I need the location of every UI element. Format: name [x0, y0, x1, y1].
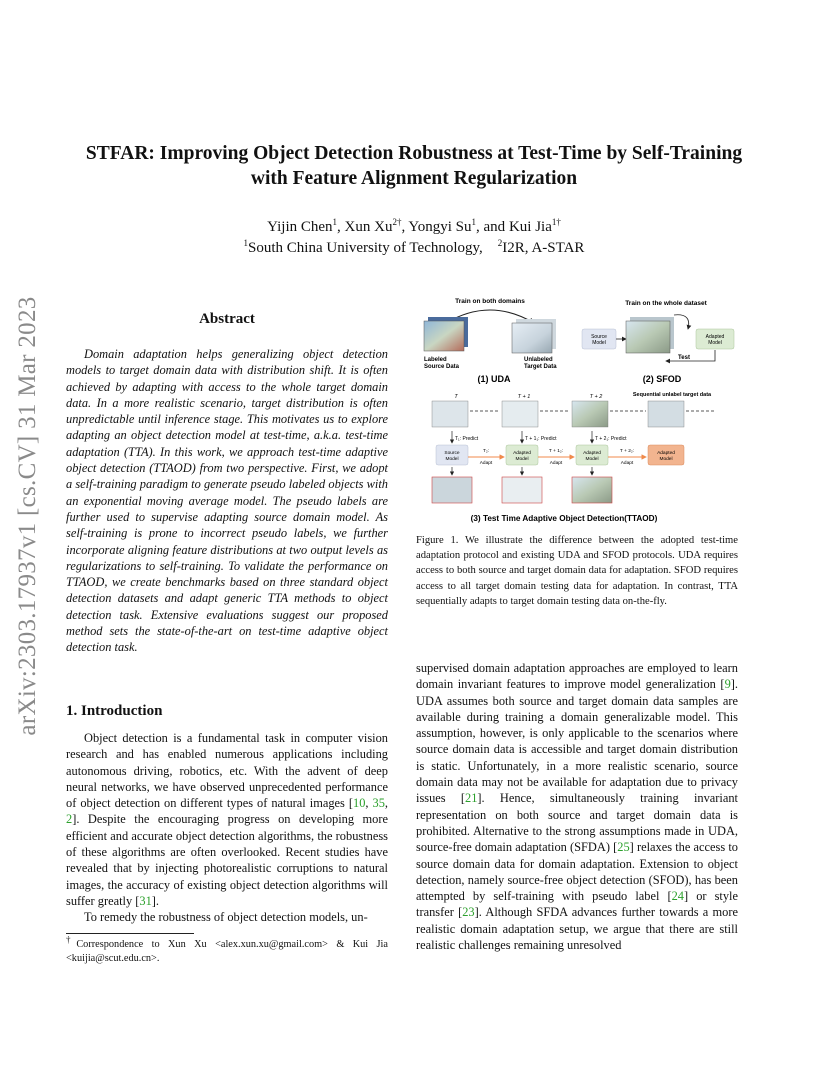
adapt-label-t: T₂:: [482, 449, 490, 454]
time-t2-label: T + 2: [589, 394, 603, 400]
ttaod-sequential-label: Sequential unlabel target data: [632, 392, 712, 398]
intro-text: Object detection is a fundamental task in computer vision research and has enabled numerous applications including autonomous driving, robotics, etc. With the advent of deep neural networks, we have observed unprecedented performance of object detection on different types of natural images [: [66, 731, 388, 811]
author-name: Kui Jia: [508, 219, 552, 235]
body-text: ]. Hence, simultaneously training invariant representation on both source and target domain data is prohibited. Alternative to the strong assumptions made in UDA, source-free domain adaptation (SFDA) [: [416, 791, 739, 855]
author-block: [0, 217, 828, 259]
title-line-2: with Feature Alignment Regularization: [250, 168, 578, 189]
adapt-label-t2: T + 2₂:: [619, 449, 635, 454]
sfod-panel-label: (2) SFOD: [642, 374, 682, 384]
sfod-adapted-model-label: Adapted: [705, 334, 725, 340]
ttaod-model-label: Adapted: [513, 451, 531, 456]
uda-target-image: [512, 323, 552, 353]
time-t1-label: T + 1: [517, 394, 531, 400]
ttaod-frame-t1: [502, 401, 538, 427]
body-text: ] relaxes the access to source domain data for domain adaptation. Extension to object detection, namely source-free object detection (SFOD), has been attempted by self-training with pseudo label [: [416, 840, 738, 904]
author-affil-mark: 2†: [392, 217, 402, 227]
uda-panel-label: (1) UDA: [477, 374, 511, 384]
uda-source-label-2: Source Data: [424, 364, 460, 370]
citation-link[interactable]: 2: [66, 812, 73, 827]
author-separator: ,: [337, 219, 345, 235]
citation-link[interactable]: 24: [671, 889, 684, 904]
intro-paragraph-2: To remedy the robustness of object detection models, un-: [84, 910, 368, 925]
author-separator: , and: [476, 219, 509, 235]
affiliation-1: South China University of Technology,: [248, 240, 483, 256]
body-text: ] or style transfer [: [416, 889, 739, 920]
intro-paragraph-1: Object detection is a fundamental task in computer vision research and has enabled numerous applications including autonomous driving, robotics, etc. With the advent of deep neural networks, we have observed unprecedented performance of object detection on different types of natural images [10, 35, 2]. Despite the encouraging progress on developing more efficient and accurate object detection algorithms, the robustness of these algorithms are often overlooked. Recent studies have revealed that by injecting photorealistic corruptions to natural images, the accuracy of existing object detection algorithms will suffer greatly [31].: [66, 731, 388, 908]
footnote-mark: †: [66, 934, 77, 945]
adapt-label-t-2: Adapt: [479, 461, 493, 466]
ttaod-panel-label: (3) Test Time Adaptive Object Detection(TTAOD): [470, 514, 658, 523]
author-name: Yijin Chen: [267, 219, 333, 235]
adapt-label-t1-2: Adapt: [549, 461, 563, 466]
affil-mark: 1: [243, 238, 249, 248]
predict-label-t2: T + 2₁: Predict: [595, 436, 627, 442]
ttaod-model-label: Adapted: [657, 451, 675, 456]
abstract-body: Domain adaptation helps generalizing object detection models to target domain data with distribution shift. It is often achieved by adapting with access to the whole target domain data. In a more realistic scenario, target distribution is often unpredictable until inference stage. This motivates us to explore adapting an object detection model at test-time, a.k.a. test-time adaptation (TTA). In this work, we approach test-time adaptive object detection (TTAOD) from two perspective. First, we adopt a self-training paradigm to generate pseudo labeled objects with an exponential moving average model. The pseudo labels are further used to supervise adapting source domain model. As self-training is prone to incorrect pseudo labels, we further incorporate aligning feature distributions at two output levels as regularizations to self-training. To validate the performance on TTAOD, we create benchmarks based on three standard object detection datasets and adapt generic TTA methods to object detection task. Extensive evaluations suggest our proposed method sets the state-of-the-art on test-time adaptive object detection task.: [66, 347, 388, 655]
predict-label-t1: T + 1₁: Predict: [525, 436, 557, 442]
ttaod-model-label-2: Model: [515, 457, 529, 462]
adapt-label-t2-2: Adapt: [620, 461, 634, 466]
uda-target-label: Unlabeled: [524, 357, 553, 363]
citation-link[interactable]: 21: [465, 791, 478, 806]
sfod-image: [626, 321, 670, 353]
title-line-1: STFAR: Improving Object Detection Robustness at Test-Time by Self-Training: [85, 143, 743, 164]
citation-link[interactable]: 23: [462, 905, 475, 920]
author-list: [0, 217, 828, 238]
affil-mark: 2: [497, 238, 503, 248]
ttaod-output-image-t1: [502, 477, 542, 503]
citation-link[interactable]: 25: [617, 840, 630, 855]
footnote: [66, 934, 388, 966]
sfod-source-model-label-2: Model: [592, 340, 606, 346]
abstract-heading: Abstract: [199, 311, 255, 327]
right-column-body: [416, 660, 738, 953]
footnote-text: Correspondence to Xun Xu <alex.xun.xu@gmail.com> & Kui Jia <kuijia@scut.edu.cn>.: [66, 939, 388, 964]
ttaod-panel: [432, 392, 716, 523]
adapt-label-t1: T + 1₂:: [548, 449, 564, 454]
sfod-panel: [582, 300, 734, 384]
ttaod-model-label: Source: [444, 451, 460, 456]
body-text: ]. UDA assumes both source and target domain data samples are available during training a domain generalizable model. This assumption, however, is only applicable to the scenarios where source domain data is accessible and target domain distribution is static. Unfortunately, in a more realistic scenario, source domain data may not be available for adaptation due to privacy issues [: [416, 677, 738, 806]
author-affil-mark: 1: [332, 217, 338, 227]
uda-source-label: Labeled: [424, 357, 447, 363]
intro-text: ].: [151, 893, 160, 908]
body-text: ]. Although SFDA advances further towards a more realistic domain adaptation setup, we argue that there are still realistic challenges remaining unresolved: [416, 905, 738, 953]
sfod-source-model-label: Source: [591, 334, 607, 340]
sfod-adapted-model-label-2: Model: [708, 340, 722, 346]
section-heading-introduction: 1. Introduction: [66, 703, 163, 719]
sfod-test-label: Test: [678, 355, 690, 361]
author-affil-mark: 1: [471, 217, 477, 227]
time-t-label: T: [454, 394, 458, 400]
affiliations: [0, 238, 828, 259]
arxiv-stamp: [5, 288, 51, 743]
figure-1-caption: Figure 1. We illustrate the difference between the adopted test-time adaptation protocol and existing UDA and SFOD protocols. UDA requires access to both source and target domain data for adaptation. SFOD requires access to all target domain testing data for adaptation. In contrast, TTA sequentially adapts to target domain testing data on-the-fly.: [416, 535, 738, 607]
author-name: Xun Xu: [344, 219, 393, 235]
author-affil-mark: 1†: [551, 217, 561, 227]
citation-link[interactable]: 35: [372, 796, 385, 811]
uda-target-label-2: Target Data: [524, 364, 557, 370]
intro-text: ]. Despite the encouraging progress on developing more efficient and accurate object detection algorithms, the robustness of these algorithms are often overlooked. Recent studies have revealed that by injecting photorealistic corruptions to natural images, the accuracy of existing object detection algorithms will suffer greatly [: [66, 812, 388, 908]
figure-1: [416, 293, 738, 525]
body-text: supervised domain adaptation approaches are employed to learn domain invariant features to improve model generalization [: [416, 661, 738, 692]
ttaod-output-image-t: [432, 477, 472, 503]
ttaod-model-label-2: Model: [445, 457, 459, 462]
citation-link[interactable]: 10: [353, 796, 366, 811]
ttaod-output-image-t2: [572, 477, 612, 503]
uda-panel: [424, 298, 557, 384]
ttaod-model-label: Adapted: [583, 451, 601, 456]
footnote-rule: [66, 933, 194, 934]
paper-title: [0, 141, 828, 191]
author-name: Yongyi Su: [408, 219, 472, 235]
uda-source-image: [424, 321, 464, 351]
predict-label-t: T₁: Predict: [455, 436, 479, 442]
uda-top-label: Train on both domains: [455, 298, 525, 305]
ttaod-frame-t: [432, 401, 468, 427]
citation-link[interactable]: 31: [139, 893, 152, 908]
intro-body: [66, 730, 388, 926]
ttaod-frame-t3: [648, 401, 684, 427]
ttaod-model-label-2: Model: [659, 457, 673, 462]
ttaod-model-label-2: Model: [585, 457, 599, 462]
arxiv-stamp-text: arXiv:2303.17937v1 [cs.CV] 31 Mar 2023: [14, 295, 41, 736]
sfod-top-label: Train on the whole dataset: [625, 300, 707, 307]
sfod-train-arrow: [674, 315, 689, 329]
author-separator: ,: [401, 219, 409, 235]
affiliation-2: I2R, A-STAR: [502, 240, 585, 256]
citation-link[interactable]: 9: [724, 677, 731, 692]
sfod-test-arrow: [666, 350, 715, 361]
ttaod-frame-t2: [572, 401, 608, 427]
